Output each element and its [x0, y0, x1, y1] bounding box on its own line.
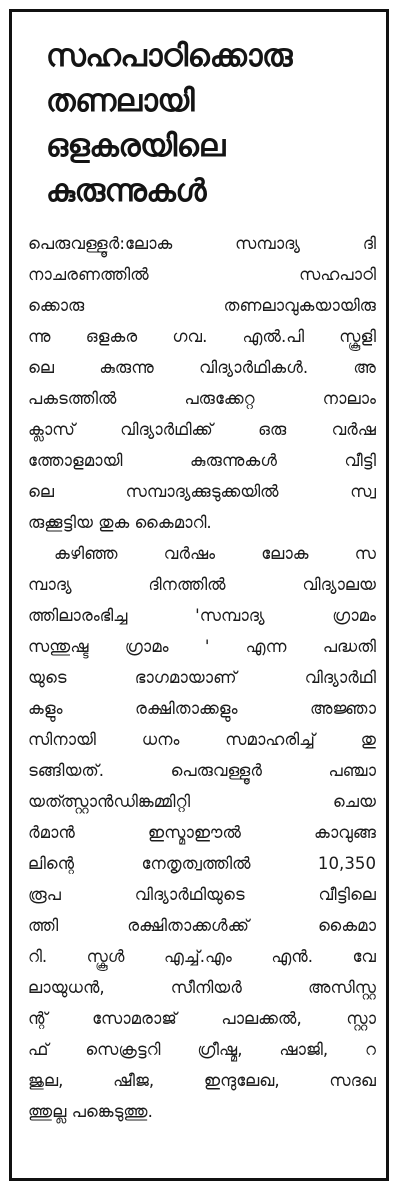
body-line: ത്തോളമായി കുരുന്നുകൾ വീട്ടി [28, 451, 376, 470]
body-line: ക്കൊരു തണലാവുകയായിരു [28, 296, 376, 315]
body-line: സിനായി ധനം സമാഹരിച്ച് തു [28, 730, 376, 749]
body-line: ത്തി രക്ഷിതാക്കൾക്ക് കൈമാ [28, 916, 376, 935]
headline-line: കുരുന്നുകൾ [46, 173, 207, 209]
body-line: നാചരണത്തിൽ സഹപാഠി [28, 265, 376, 284]
body-line: രുക്കൂട്ടിയ തുക കൈമാറി. [28, 513, 212, 532]
headline [46, 34, 376, 214]
body-line: ത്തുല്ല പങ്കെടുത്തു. [28, 1102, 153, 1121]
headline-line: ഒളകരയിലെ [46, 128, 225, 164]
body-line: കളും രക്ഷിതാക്കളും അജ്ഞാ [28, 699, 376, 718]
body-line: മ്പാദ്യ ദിനത്തിൽ വിദ്യാലയ [28, 575, 376, 594]
body-line: പെരുവള്ളൂർ:ലോക സമ്പാദ്യ ദി [28, 234, 376, 253]
body-line: രൂപ വിദ്യാർഥിയുടെ വീട്ടിലെ [28, 885, 376, 904]
body-line: കഴിഞ്ഞ വർഷം ലോക സ [54, 544, 376, 563]
body-line: സന്തുഷ്ട ഗ്രാമം ' എന്ന പദ്ധതി [28, 637, 376, 656]
body-line: ലിന്റെ നേതൃത്വത്തിൽ 10,350 [28, 854, 376, 873]
headline-line: തണലായി [46, 83, 195, 119]
body-line: ജുല, ഷീജ, ഇന്ദുലേഖ, സദഖ [28, 1071, 376, 1090]
body-line: ന്നു ഒളകര ഗവ. എൽ.പി സ്കൂളി [28, 327, 376, 346]
body-line: യുടെ ഭാഗമായാണ് വിദ്യാർഥി [28, 668, 376, 687]
paragraph-2 [28, 538, 376, 1127]
body-line: ത്തിലാരംഭിച്ച 'സമ്പാദ്യ ഗ്രാമം [28, 606, 376, 625]
body-line: ക്ലാസ് വിദ്യാർഥിക്ക് ഒരു വർഷ [28, 420, 376, 439]
body-line: ലെ കുരുന്നു വിദ്യാർഥികൾ. അ [28, 358, 376, 377]
headline-line: സഹപാഠിക്കൊരു [46, 38, 292, 74]
body-line: ർമാൻ ഇസ്മാഈൽ കാവുങ്ങ [28, 823, 376, 842]
body-line: റി. സ്കൂൾ എച്ച്.എം എൻ. വേ [28, 947, 376, 966]
body-line: ലായുധൻ, സീനിയർ അസിസ്റ്റ [28, 978, 376, 997]
body-line: ടങ്ങിയത്. പെരുവള്ളൂർ പഞ്ചാ [28, 761, 376, 780]
body-line: ന്റ് സോമരാജ് പാലക്കൽ, സ്റ്റാ [28, 1009, 376, 1028]
body-line: ലെ സമ്പാദ്യക്കുടുക്കയിൽ സ്വ [28, 482, 376, 501]
body-line: യത്ത്സ്റ്റാൻഡിങ്കമ്മിറ്റി ചെയ [28, 792, 376, 811]
article-body [28, 228, 376, 1127]
body-line: പകടത്തിൽ പരുക്കേറ്റ നാലാം [28, 389, 376, 408]
body-line: ഫ് സെക്രട്ടറി ഗ്രീഷ്മ, ഷാജി, റ [28, 1040, 376, 1059]
paragraph-1 [28, 228, 376, 538]
news-clipping [9, 9, 389, 1181]
